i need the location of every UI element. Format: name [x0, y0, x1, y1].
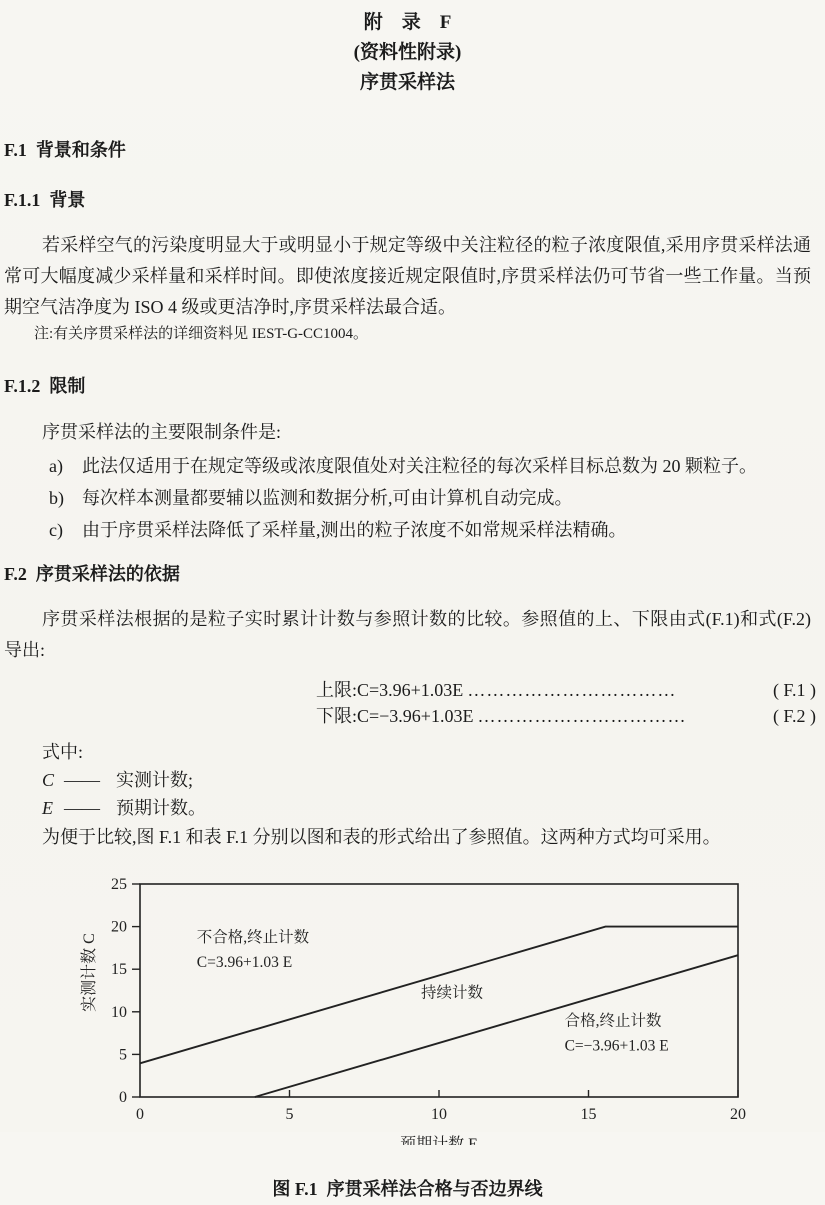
formula-lower-expression: 下限:C=−3.96+1.03E — [316, 706, 474, 726]
y-tick-label: 5 — [119, 1046, 127, 1064]
list-marker-a: a) — [49, 456, 63, 476]
formula-upper-number: ( F.1 ) — [772, 680, 816, 700]
chart-annotation: 合格,终止计数 C=−3.96+1.03 E — [564, 1012, 669, 1055]
paragraph-f2-basis: 序贯采样法根据的是粒子实时累计计数与参照计数的比较。参照值的上、下限由式(F.1)和式(F.2)导出: — [4, 609, 811, 660]
list-item — [4, 450, 811, 482]
where-block — [4, 738, 811, 822]
paragraph-f2-closing: 为便于比较,图 F.1 和表 F.1 分别以图和表的形式给出了参照值。这两种方式均可采用。 — [42, 827, 721, 847]
boundary-line — [255, 955, 738, 1097]
sequential-sampling-boundary-chart — [76, 871, 776, 1145]
list-item — [4, 514, 811, 546]
where-row-e — [42, 794, 811, 822]
x-tick-label: 10 — [431, 1106, 447, 1123]
paragraph-f11-background: 若采样空气的污染度明显大于或明显小于规定等级中关注粒径的粒子浓度限值,采用序贯采样法通常可大幅度减少采样量和采样时间。即使浓度接近规定限值时,序贯采样法仍可节省一些工作量。当预期空气洁净度为 ISO 4 级或更洁净时,序贯采样法最合适。 — [4, 235, 811, 317]
list-text-b: 每次样本测量都要辅以监测和数据分析,可由计算机自动完成。 — [82, 488, 573, 508]
where-dash: —— — [64, 798, 100, 818]
list-marker-b: b) — [49, 488, 64, 508]
y-axis-label: 实测计数 C — [81, 933, 98, 1012]
list-marker-c: c) — [49, 520, 63, 540]
formula-lower-number: ( F.2 ) — [772, 706, 816, 726]
formula-upper-expression: 上限:C=3.96+1.03E — [316, 680, 464, 700]
symbol-c: C — [42, 770, 55, 790]
y-tick-label: 20 — [111, 918, 127, 936]
where-label: 式中: — [42, 742, 84, 762]
list-text-c: 由于序贯采样法降低了采样量,测出的粒子浓度不如常规采样法精确。 — [82, 520, 627, 540]
heading-f2: F.2 序贯采样法的依据 — [4, 564, 180, 584]
heading-f12: F.1.2 限制 — [4, 376, 86, 396]
formula-lower-limit — [316, 703, 816, 729]
y-tick-label: 15 — [111, 961, 127, 979]
symbol-e-description: 预期计数。 — [116, 798, 206, 818]
list-text-a: 此法仅适用于在规定等级或浓度限值处对关注粒径的每次采样目标总数为 20 颗粒子。 — [82, 456, 757, 476]
x-tick-label: 20 — [730, 1106, 746, 1123]
paragraph-f12-intro: 序贯采样法的主要限制条件是: — [42, 422, 281, 442]
symbol-c-description: 实测计数; — [116, 770, 194, 790]
appendix-title: 附 录 F — [363, 12, 452, 33]
note-f11: 注:有关序贯采样法的详细资料见 IEST-G-CC1004。 — [34, 326, 369, 342]
x-axis-label: 预期计数 E — [400, 1136, 478, 1145]
figure-f1-chart — [76, 871, 811, 1155]
formula-leader-dots: …………………………… — [477, 706, 687, 726]
x-tick-label: 0 — [136, 1106, 144, 1123]
limitations-list — [4, 450, 811, 546]
appendix-title-block — [4, 8, 811, 98]
chart-annotation: 持续计数 — [421, 984, 484, 1002]
x-tick-label: 5 — [285, 1106, 294, 1123]
heading-f11: F.1.1 背景 — [4, 190, 86, 210]
symbol-e: E — [42, 798, 53, 818]
y-tick-label: 0 — [119, 1089, 127, 1106]
formula-block — [4, 677, 816, 729]
heading-f1: F.1 背景和条件 — [4, 140, 126, 160]
where-row-c — [42, 766, 811, 794]
x-tick-label: 15 — [580, 1106, 597, 1123]
formula-leader-dots: …………………………… — [467, 680, 677, 700]
y-tick-label: 10 — [111, 1003, 127, 1021]
chart-annotation: 不合格,终止计数 C=3.96+1.03 E — [196, 928, 310, 971]
y-tick-label: 25 — [111, 876, 127, 893]
figure-f1-caption: 图 F.1 序贯采样法合格与否边界线 — [272, 1179, 543, 1199]
where-dash: —— — [64, 770, 100, 790]
list-item — [4, 482, 811, 514]
appendix-name: 序贯采样法 — [359, 72, 455, 93]
appendix-subtitle: (资料性附录) — [353, 42, 462, 63]
formula-upper-limit — [316, 677, 816, 703]
